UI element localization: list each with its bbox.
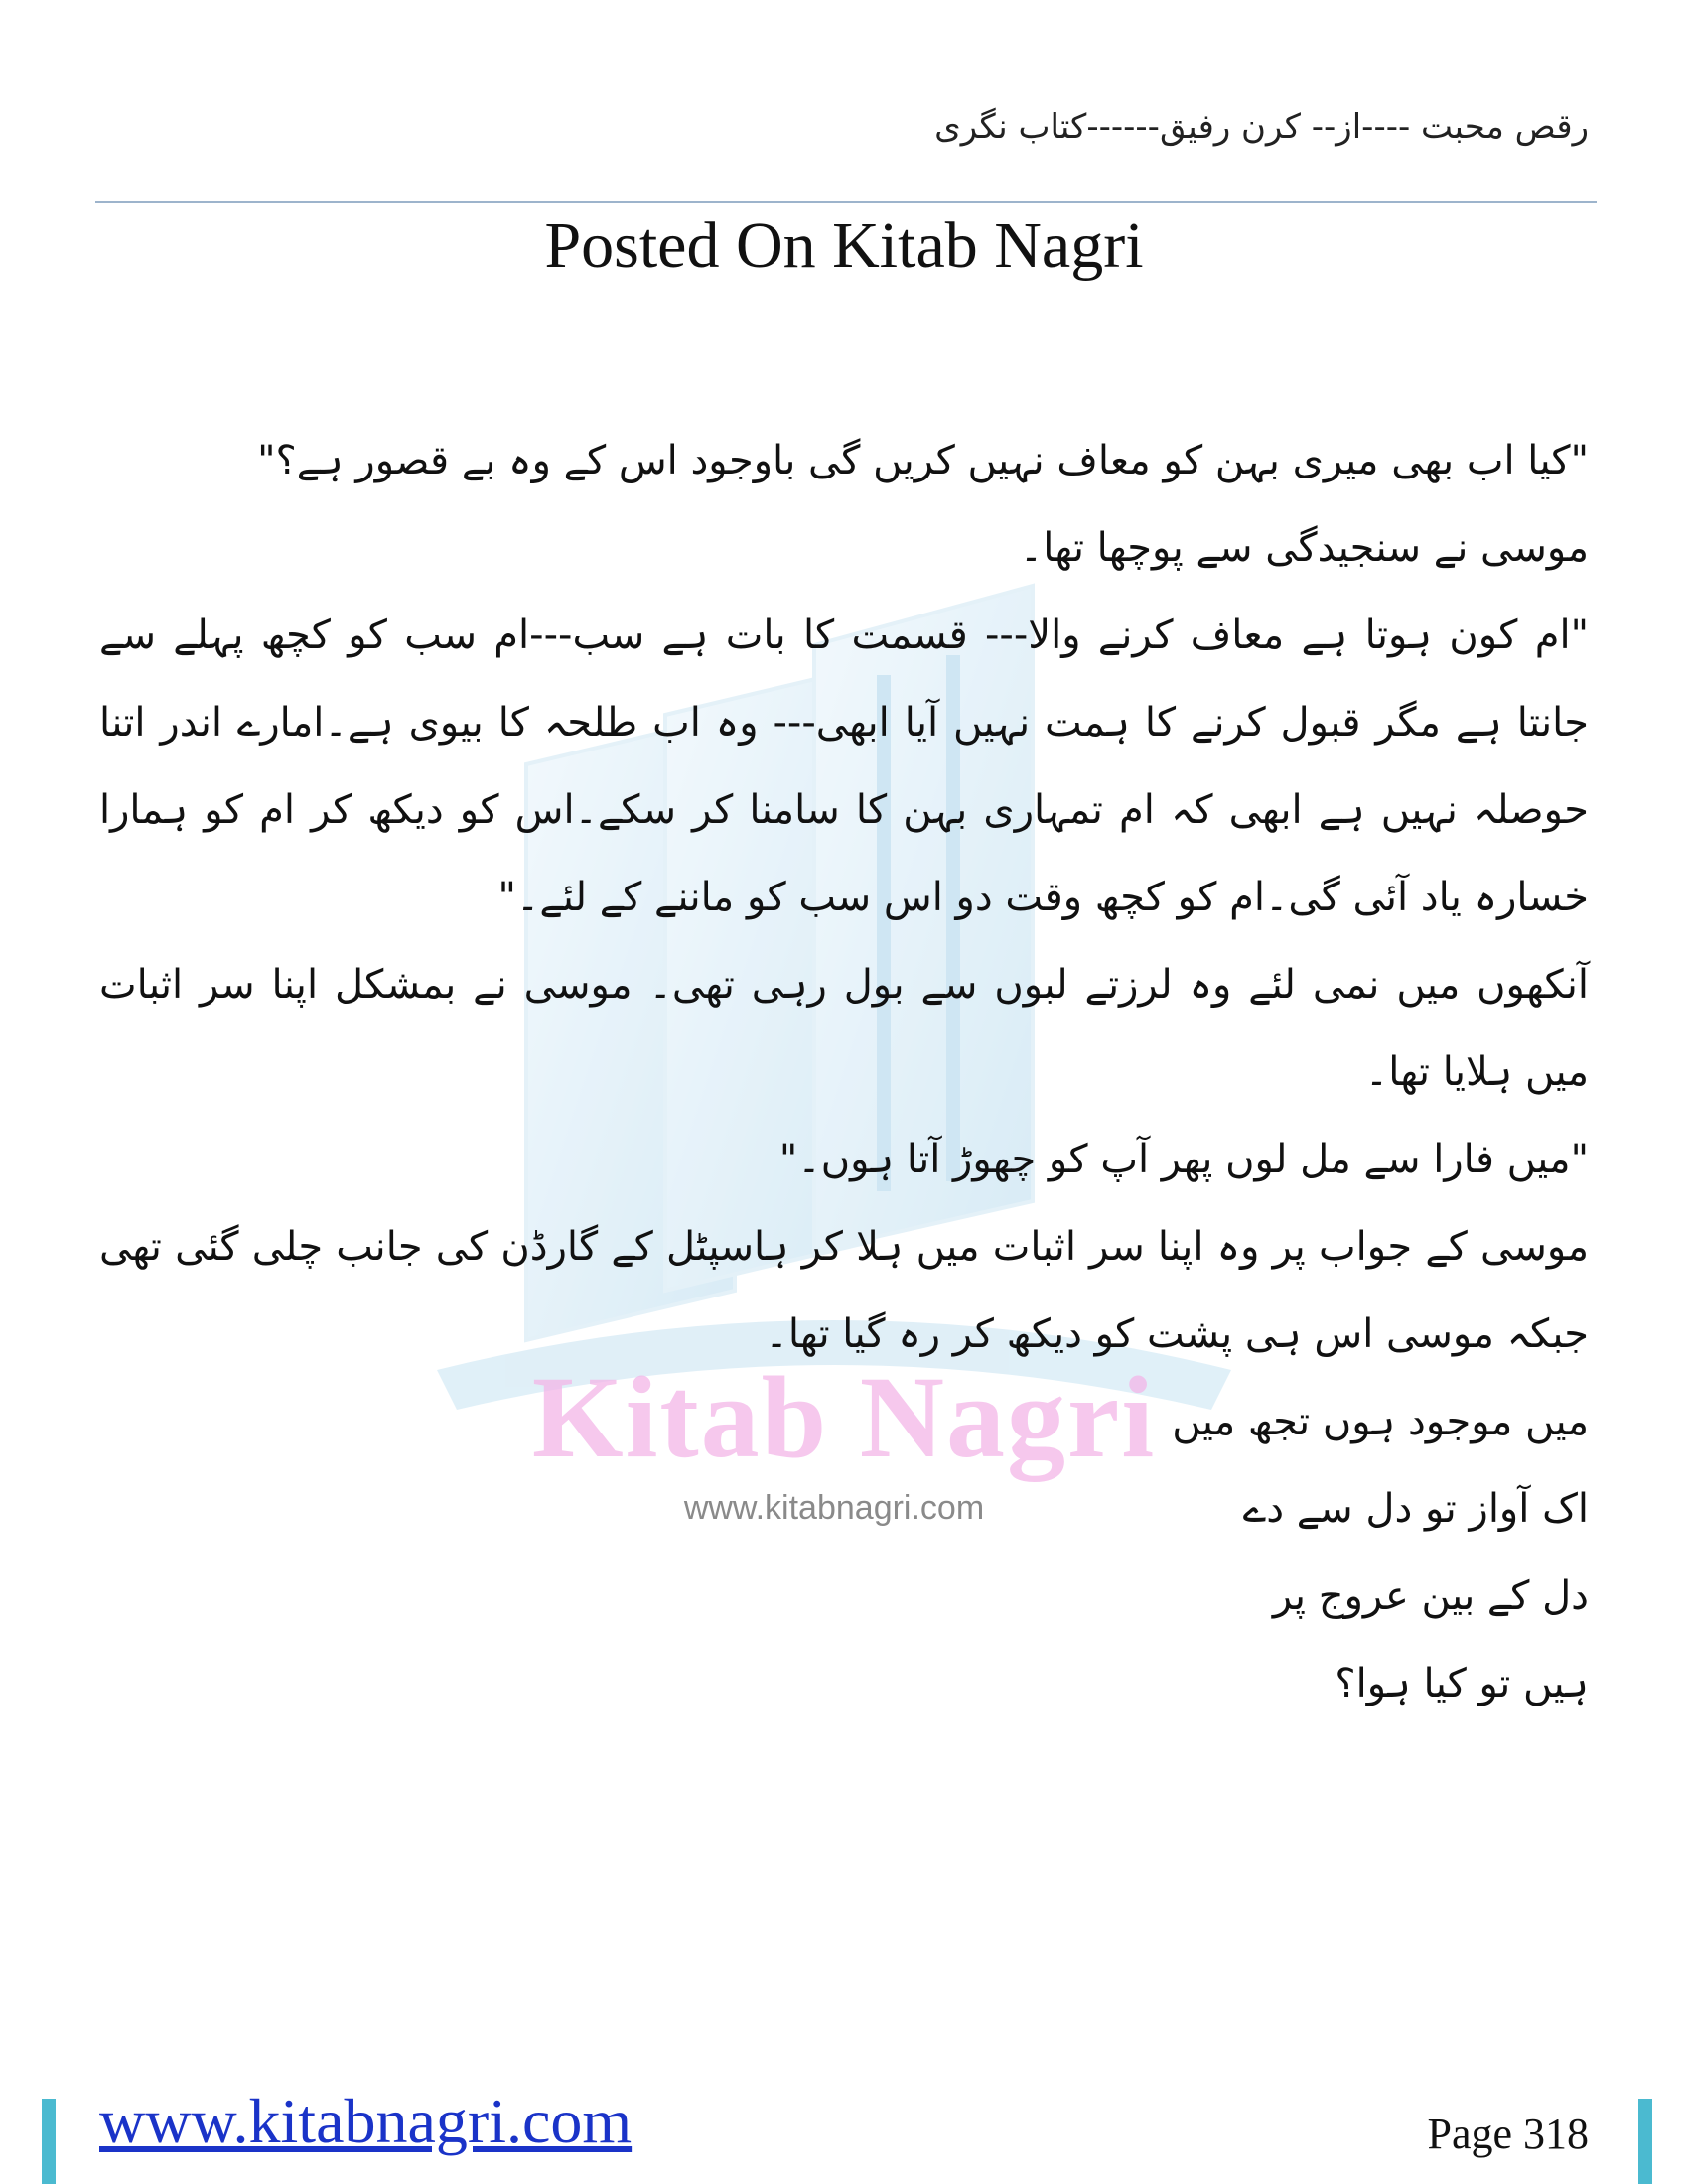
body-paragraph: موسی کے جواب پر وہ اپنا سر اثبات میں ہلا کر ہاسپٹل کے گارڈن کی جانب چلی گئی تھی جبکہ موسی اس ہی پشت کو دیکھ کر رہ گیا تھا۔	[99, 1224, 1589, 1357]
watermark-url: www.kitabnagri.com	[683, 1489, 985, 1527]
poem-line: ہیں تو کیا ہوا؟	[1335, 1661, 1589, 1706]
story-body	[99, 417, 1589, 1727]
footer-accent-bar-right	[1638, 2099, 1652, 2184]
header-divider	[95, 201, 1597, 203]
body-line: آنکھوں میں نمی لئے وہ لرزتے لبوں سے بول رہی تھی۔ موسی نے بمشکل اپنا سر اثبات میں ہلایا تھا۔	[99, 962, 1589, 1095]
footer-website-link[interactable]: www.kitabnagri.com	[99, 2086, 633, 2156]
poem-line: دل کے بین عروج پر	[1272, 1573, 1589, 1619]
body-line: موسی نے سنجیدگی سے پوچھا تھا۔	[1019, 525, 1589, 571]
posted-on-heading: Posted On Kitab Nagri	[544, 209, 1144, 282]
header-title: رقص محبت ----از-- کرن رفیق------کتاب نگری	[934, 107, 1589, 147]
body-line: "میں فارا سے مل لوں پھر آپ کو چھوڑ آتا ہوں۔"	[778, 1137, 1589, 1182]
footer-accent-bar-left	[42, 2099, 56, 2184]
poem-line: میں موجود ہوں تجھ میں	[1172, 1399, 1589, 1444]
body-paragraph: "ام کون ہوتا ہے معاف کرنے والا--- قسمت کا بات ہے سب---ام سب کو کچھ پہلے سے جانتا ہے مگر قبول کرنے کا ہمت نہیں آیا ابھی--- وہ اب طلحہ کا بیوی ہے۔امارے اندر اتنا حوصلہ نہیں ہے ابھی کہ ام تمہاری بہن کا سامنا کر سکے۔اس کو دیکھ کر ام کو ہمارا خسارہ یاد آئی گی۔ام کو کچھ وقت دو اس سب کو ماننے کے لئے۔"	[99, 613, 1589, 920]
poem-line: اک آواز تو دل سے دے	[1242, 1486, 1589, 1532]
watermark-text: Kitab Nagri	[531, 1352, 1157, 1482]
body-line: "کیا اب بھی میری بہن کو معاف نہیں کریں گی باوجود اس کے وہ بے قصور ہے؟"	[257, 438, 1589, 483]
page-number: Page 318	[1427, 2110, 1589, 2158]
